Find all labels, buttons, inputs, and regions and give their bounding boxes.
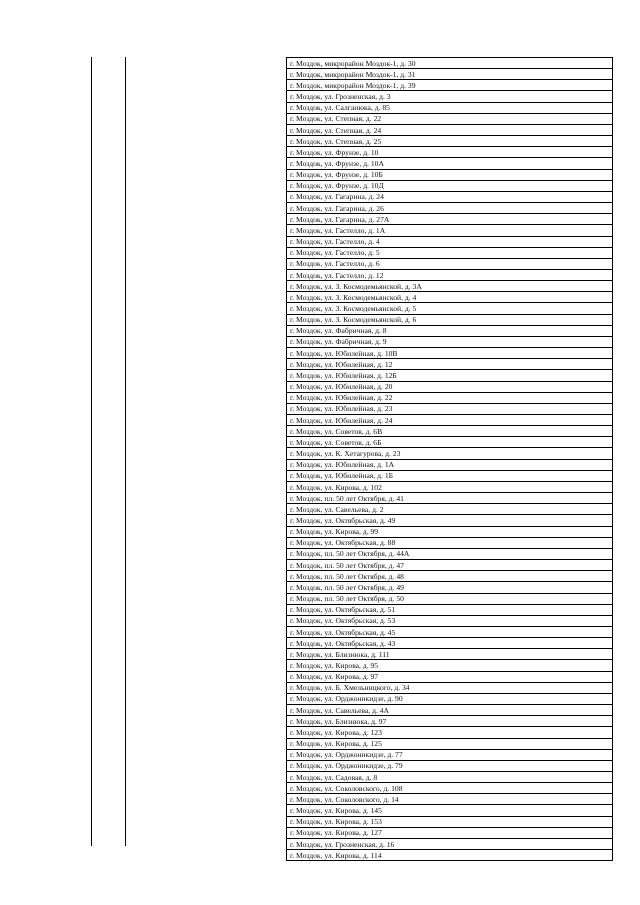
- address-cell: г. Моздок, микрорайон Моздок-1, д. 31: [287, 69, 613, 80]
- table-row: [287, 124, 613, 135]
- address-cell: г. Моздок, ул. Юбилейная, д. 1Б: [287, 470, 613, 481]
- table-row: [287, 537, 613, 548]
- address-cell: г. Моздок, ул. Кирова, д. 102: [287, 481, 613, 492]
- address-cell: г. Моздок, ул. Савельева, д. 2: [287, 504, 613, 515]
- address-cell: г. Моздок, пл. 50 лет Октября, д. 47: [287, 560, 613, 571]
- table-row: [287, 426, 613, 437]
- address-cell: г. Моздок, ул. Фрунзе, д. 10: [287, 147, 613, 158]
- table-row: [287, 292, 613, 303]
- table-row: [287, 560, 613, 571]
- table-row: [287, 682, 613, 693]
- table-row: [287, 504, 613, 515]
- address-cell: г. Моздок, ул. Кирова, д. 125: [287, 738, 613, 749]
- address-cell: г. Моздок, ул. Грозненская, д. 16: [287, 838, 613, 849]
- column-border-left: [91, 57, 92, 846]
- address-table-body: [287, 58, 613, 861]
- address-cell: г. Моздок, ул. Кирова, д. 123: [287, 727, 613, 738]
- address-cell: г. Моздок, ул. Юбилейная, д. 23: [287, 403, 613, 414]
- address-cell: г. Моздок, ул. Степная, д. 22: [287, 113, 613, 124]
- table-row: [287, 136, 613, 147]
- table-row: [287, 760, 613, 771]
- table-row: [287, 281, 613, 292]
- table-row: [287, 716, 613, 727]
- address-cell: г. Моздок, пл. 50 лет Октября, д. 49: [287, 582, 613, 593]
- table-row: [287, 526, 613, 537]
- table-row: [287, 604, 613, 615]
- address-cell: г. Моздок, ул. Грозненская, д. 3: [287, 91, 613, 102]
- table-row: [287, 649, 613, 660]
- address-cell: г. Моздок, ул. Садовая, д. 8: [287, 772, 613, 783]
- table-row: [287, 582, 613, 593]
- address-cell: г. Моздок, ул. Юбилейная, д. 24: [287, 415, 613, 426]
- address-cell: г. Моздок, ул. Фабричная, д. 8: [287, 325, 613, 336]
- address-cell: г. Моздок, ул. Октябрьская, д. 88: [287, 537, 613, 548]
- table-row: [287, 214, 613, 225]
- table-row: [287, 749, 613, 760]
- table-row: [287, 191, 613, 202]
- table-row: [287, 626, 613, 637]
- address-cell: г. Моздок, ул. Кирова, д. 114: [287, 850, 613, 861]
- address-cell: г. Моздок, ул. Кирова, д. 127: [287, 827, 613, 838]
- table-row: [287, 794, 613, 805]
- address-cell: г. Моздок, ул. Юбилейная, д. 1А: [287, 459, 613, 470]
- address-cell: г. Моздок, ул. Октябрьская, д. 45: [287, 626, 613, 637]
- table-row: [287, 615, 613, 626]
- address-cell: г. Моздок, ул. Кирова, д. 95: [287, 660, 613, 671]
- address-cell: г. Моздок, ул. Близнюка, д. 111: [287, 649, 613, 660]
- table-row: [287, 693, 613, 704]
- address-cell: г. Моздок, ул. Фабричная, д. 9: [287, 336, 613, 347]
- address-cell: г. Моздок, ул. Соколовского, д. 108: [287, 783, 613, 794]
- table-row: [287, 671, 613, 682]
- table-row: [287, 571, 613, 582]
- table-row: [287, 58, 613, 69]
- table-row: [287, 515, 613, 526]
- table-row: [287, 827, 613, 838]
- table-row: [287, 303, 613, 314]
- table-row: [287, 158, 613, 169]
- table-row: [287, 593, 613, 604]
- table-row: [287, 336, 613, 347]
- address-table: [286, 57, 613, 861]
- address-cell: г. Моздок, пл. 50 лет Октября, д. 41: [287, 493, 613, 504]
- table-row: [287, 102, 613, 113]
- address-cell: г. Моздок, ул. Фрунзе, д. 10Д: [287, 180, 613, 191]
- address-cell: г. Моздок, ул. З. Космодемьянской, д. 4: [287, 292, 613, 303]
- table-row: [287, 359, 613, 370]
- table-row: [287, 459, 613, 470]
- address-cell: г. Моздок, ул. Гастелло, д. 4: [287, 236, 613, 247]
- table-row: [287, 772, 613, 783]
- table-row: [287, 403, 613, 414]
- address-cell: г. Моздок, ул. Фрунзе, д. 10А: [287, 158, 613, 169]
- address-cell: г. Моздок, ул. К. Хетагурова, д. 23: [287, 448, 613, 459]
- table-row: [287, 370, 613, 381]
- address-cell: г. Моздок, ул. Салганюка, д. 85: [287, 102, 613, 113]
- address-cell: г. Моздок, ул. Гагарина, д. 26: [287, 203, 613, 214]
- address-cell: г. Моздок, ул. Советов, д. 6В: [287, 426, 613, 437]
- address-cell: г. Моздок, ул. Кирова, д. 97: [287, 671, 613, 682]
- table-row: [287, 493, 613, 504]
- table-row: [287, 69, 613, 80]
- table-row: [287, 203, 613, 214]
- address-cell: г. Моздок, ул. З. Космодемьянской, д. 5: [287, 303, 613, 314]
- address-cell: г. Моздок, ул. Б. Хмельницкого, д. 34: [287, 682, 613, 693]
- table-row: [287, 113, 613, 124]
- address-cell: г. Моздок, ул. Октябрьская, д. 51: [287, 604, 613, 615]
- column-border-right: [125, 57, 126, 846]
- address-cell: г. Моздок, ул. Кирова, д. 99: [287, 526, 613, 537]
- table-row: [287, 225, 613, 236]
- address-cell: г. Моздок, ул. Гастелло, д. 5: [287, 247, 613, 258]
- address-cell: г. Моздок, ул. Октябрьская, д. 43: [287, 638, 613, 649]
- address-cell: г. Моздок, ул. Юбилейная, д. 10В: [287, 348, 613, 359]
- address-cell: г. Моздок, ул. Юбилейная, д. 20: [287, 381, 613, 392]
- table-row: [287, 481, 613, 492]
- address-cell: г. Моздок, ул. Фрунзе, д. 10Б: [287, 169, 613, 180]
- address-cell: г. Моздок, ул. Кирова, д. 145: [287, 805, 613, 816]
- address-cell: г. Моздок, ул. Степная, д. 25: [287, 136, 613, 147]
- table-row: [287, 258, 613, 269]
- table-row: [287, 470, 613, 481]
- address-cell: г. Моздок, пл. 50 лет Октября, д. 44А: [287, 548, 613, 559]
- table-row: [287, 325, 613, 336]
- address-cell: г. Моздок, пл. 50 лет Октября, д. 50: [287, 593, 613, 604]
- table-row: [287, 548, 613, 559]
- address-cell: г. Моздок, ул. Гагарина, д. 27А: [287, 214, 613, 225]
- table-row: [287, 448, 613, 459]
- table-row: [287, 392, 613, 403]
- address-cell: г. Моздок, ул. Гастелло, д. 12: [287, 269, 613, 280]
- address-cell: г. Моздок, ул. Орджоникидзе, д. 79: [287, 760, 613, 771]
- table-row: [287, 381, 613, 392]
- table-row: [287, 269, 613, 280]
- address-cell: г. Моздок, ул. Орджоникидзе, д. 77: [287, 749, 613, 760]
- address-cell: г. Моздок, ул. Гастелло, д. 1А: [287, 225, 613, 236]
- address-cell: г. Моздок, ул. Юбилейная, д. 12Б: [287, 370, 613, 381]
- table-row: [287, 805, 613, 816]
- table-row: [287, 415, 613, 426]
- address-cell: г. Моздок, пл. 50 лет Октября, д. 48: [287, 571, 613, 582]
- table-row: [287, 705, 613, 716]
- table-row: [287, 816, 613, 827]
- table-row: [287, 180, 613, 191]
- table-row: [287, 314, 613, 325]
- address-cell: г. Моздок, ул. Гагарина, д. 24: [287, 191, 613, 202]
- table-row: [287, 147, 613, 158]
- address-cell: г. Моздок, ул. Октябрьская, д. 53: [287, 615, 613, 626]
- table-row: [287, 638, 613, 649]
- address-cell: г. Моздок, ул. Савельева, д. 4А: [287, 705, 613, 716]
- table-row: [287, 236, 613, 247]
- table-row: [287, 850, 613, 861]
- table-row: [287, 838, 613, 849]
- address-cell: г. Моздок, ул. Соколовского, д. 14: [287, 794, 613, 805]
- address-cell: г. Моздок, ул. Гастелло, д. 6: [287, 258, 613, 269]
- table-row: [287, 348, 613, 359]
- address-cell: г. Моздок, ул. Юбилейная, д. 22: [287, 392, 613, 403]
- address-cell: г. Моздок, ул. Орджоникидзе, д. 90: [287, 693, 613, 704]
- table-row: [287, 80, 613, 91]
- address-cell: г. Моздок, ул. Юбилейная, д. 12: [287, 359, 613, 370]
- address-cell: г. Моздок, ул. З. Космодемьянской, д. 6: [287, 314, 613, 325]
- address-cell: г. Моздок, ул. Степная, д. 24: [287, 124, 613, 135]
- address-cell: г. Моздок, микрорайон Моздок-1, д. 30: [287, 58, 613, 69]
- table-row: [287, 169, 613, 180]
- table-row: [287, 660, 613, 671]
- table-row: [287, 247, 613, 258]
- address-cell: г. Моздок, ул. Октябрьская, д. 49: [287, 515, 613, 526]
- address-cell: г. Моздок, ул. З. Космодемьянской, д. 3А: [287, 281, 613, 292]
- address-cell: г. Моздок, ул. Близнюка, д. 97: [287, 716, 613, 727]
- table-row: [287, 91, 613, 102]
- table-row: [287, 738, 613, 749]
- table-row: [287, 437, 613, 448]
- table-row: [287, 783, 613, 794]
- address-cell: г. Моздок, микрорайон Моздок-1, д. 39: [287, 80, 613, 91]
- table-row: [287, 727, 613, 738]
- address-cell: г. Моздок, ул. Советов, д. 6Б: [287, 437, 613, 448]
- address-cell: г. Моздок, ул. Кирова, д. 153: [287, 816, 613, 827]
